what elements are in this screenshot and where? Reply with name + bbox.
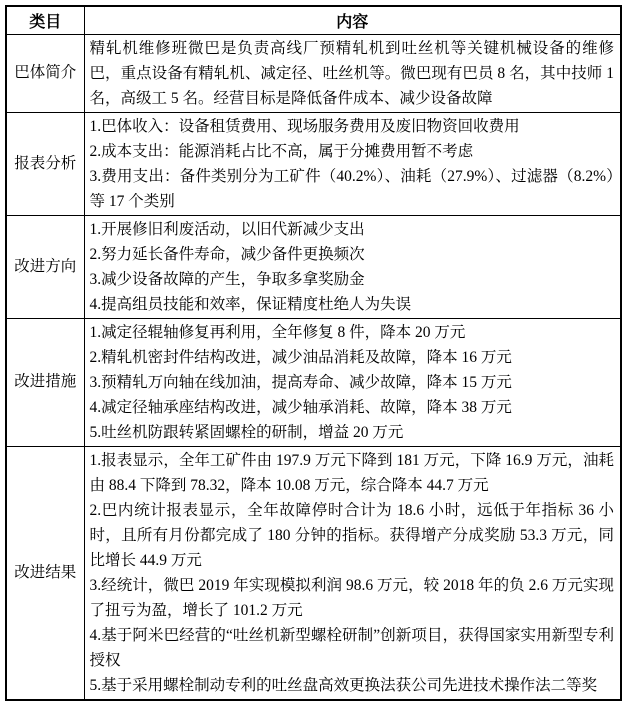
table-row-improvement-direction — [6, 215, 621, 318]
content-paragraph: 5.基于采用螺栓制动专利的吐丝盘高效更换法获公司先进技术操作法二等奖 — [89, 676, 598, 694]
content-paragraph: 1.报表显示，全年工矿件由 197.9 万元下降到 181 万元，下降 16.9 万元，油耗由 88.4 下降到 78.32，降本 10.08 万元，综合降本 44.7 万元 — [89, 451, 614, 494]
content-paragraph: 1.巴体收入：设备租赁费用、现场服务费用及废旧物资回收费用 — [89, 117, 520, 135]
table-row-improvement-measures — [6, 318, 621, 446]
row-content-cell — [84, 446, 621, 700]
content-paragraph: 2.成本支出：能源消耗占比不高，属于分摊费用暂不考虑 — [89, 142, 474, 160]
row-content-cell — [84, 112, 621, 215]
content-paragraph: 1.开展修旧利废活动，以旧代新减少支出 — [89, 220, 365, 238]
row-category-label: 改进结果 — [6, 446, 84, 700]
row-content-cell — [84, 34, 621, 112]
row-content-cell — [84, 318, 621, 446]
content-paragraph: 4.提高组员技能和效率，保证精度杜绝人为失误 — [89, 295, 412, 313]
row-category-label: 改进措施 — [6, 318, 84, 446]
content-paragraph: 4.基于阿米巴经营的“吐丝机新型螺栓研制”创新项目，获得国家实用新型专利授权 — [89, 626, 614, 669]
table-row-improvement-results — [6, 446, 621, 700]
row-category-label: 巴体简介 — [6, 34, 84, 112]
content-paragraph: 3.费用支出：备件类别分为工矿件（40.2%）、油耗（27.9%）、过滤器（8.2%）等 17 个类别 — [89, 167, 614, 210]
table-row-report-analysis — [6, 112, 621, 215]
content-paragraph: 精轧机维修班微巴是负责高线厂预精轧机到吐丝机等关键机械设备的维修巴，重点设备有精轧机、减定径、吐丝机等。微巴现有巴员 8 名，其中技师 1 名，高级工 5 名。经营目标是降低备件成本、减少设备故障 — [89, 39, 614, 107]
content-paragraph: 3.减少设备故障的产生，争取多拿奖励金 — [89, 270, 365, 288]
content-paragraph: 3.经统计，微巴 2019 年实现模拟利润 98.6 万元，较 2018 年的负 2.6 万元实现了扭亏为盈，增长了 101.2 万元 — [89, 576, 614, 619]
row-category-label: 改进方向 — [6, 215, 84, 318]
content-paragraph: 3.预精轧万向轴在线加油，提高寿命、减少故障，降本 15 万元 — [89, 373, 512, 391]
row-category-label: 报表分析 — [6, 112, 84, 215]
content-paragraph: 2.精轧机密封件结构改进，减少油品消耗及故障，降本 16 万元 — [89, 348, 512, 366]
table-row-intro — [6, 34, 621, 112]
content-paragraph: 1.减定径辊轴修复再利用，全年修复 8 件，降本 20 万元 — [89, 323, 466, 341]
content-paragraph: 5.吐丝机防跟转紧固螺栓的研制，增益 20 万元 — [89, 423, 404, 441]
report-table — [5, 5, 622, 701]
column-header-category: 类目 — [6, 6, 84, 34]
column-header-content: 内容 — [84, 6, 621, 34]
content-paragraph: 2.努力延长备件寿命，减少备件更换频次 — [89, 245, 365, 263]
content-paragraph: 2.巴内统计报表显示，全年故障停时合计为 18.6 小时，远低于年指标 36 小时，且所有月份都完成了 180 分钟的指标。获得增产分成奖励 53.3 万元，同比增长 44.9 万元 — [89, 501, 614, 569]
table-header-row — [6, 6, 621, 34]
row-content-cell — [84, 215, 621, 318]
content-paragraph: 4.减定径轴承座结构改进，减少轴承消耗、故障，降本 38 万元 — [89, 398, 512, 416]
